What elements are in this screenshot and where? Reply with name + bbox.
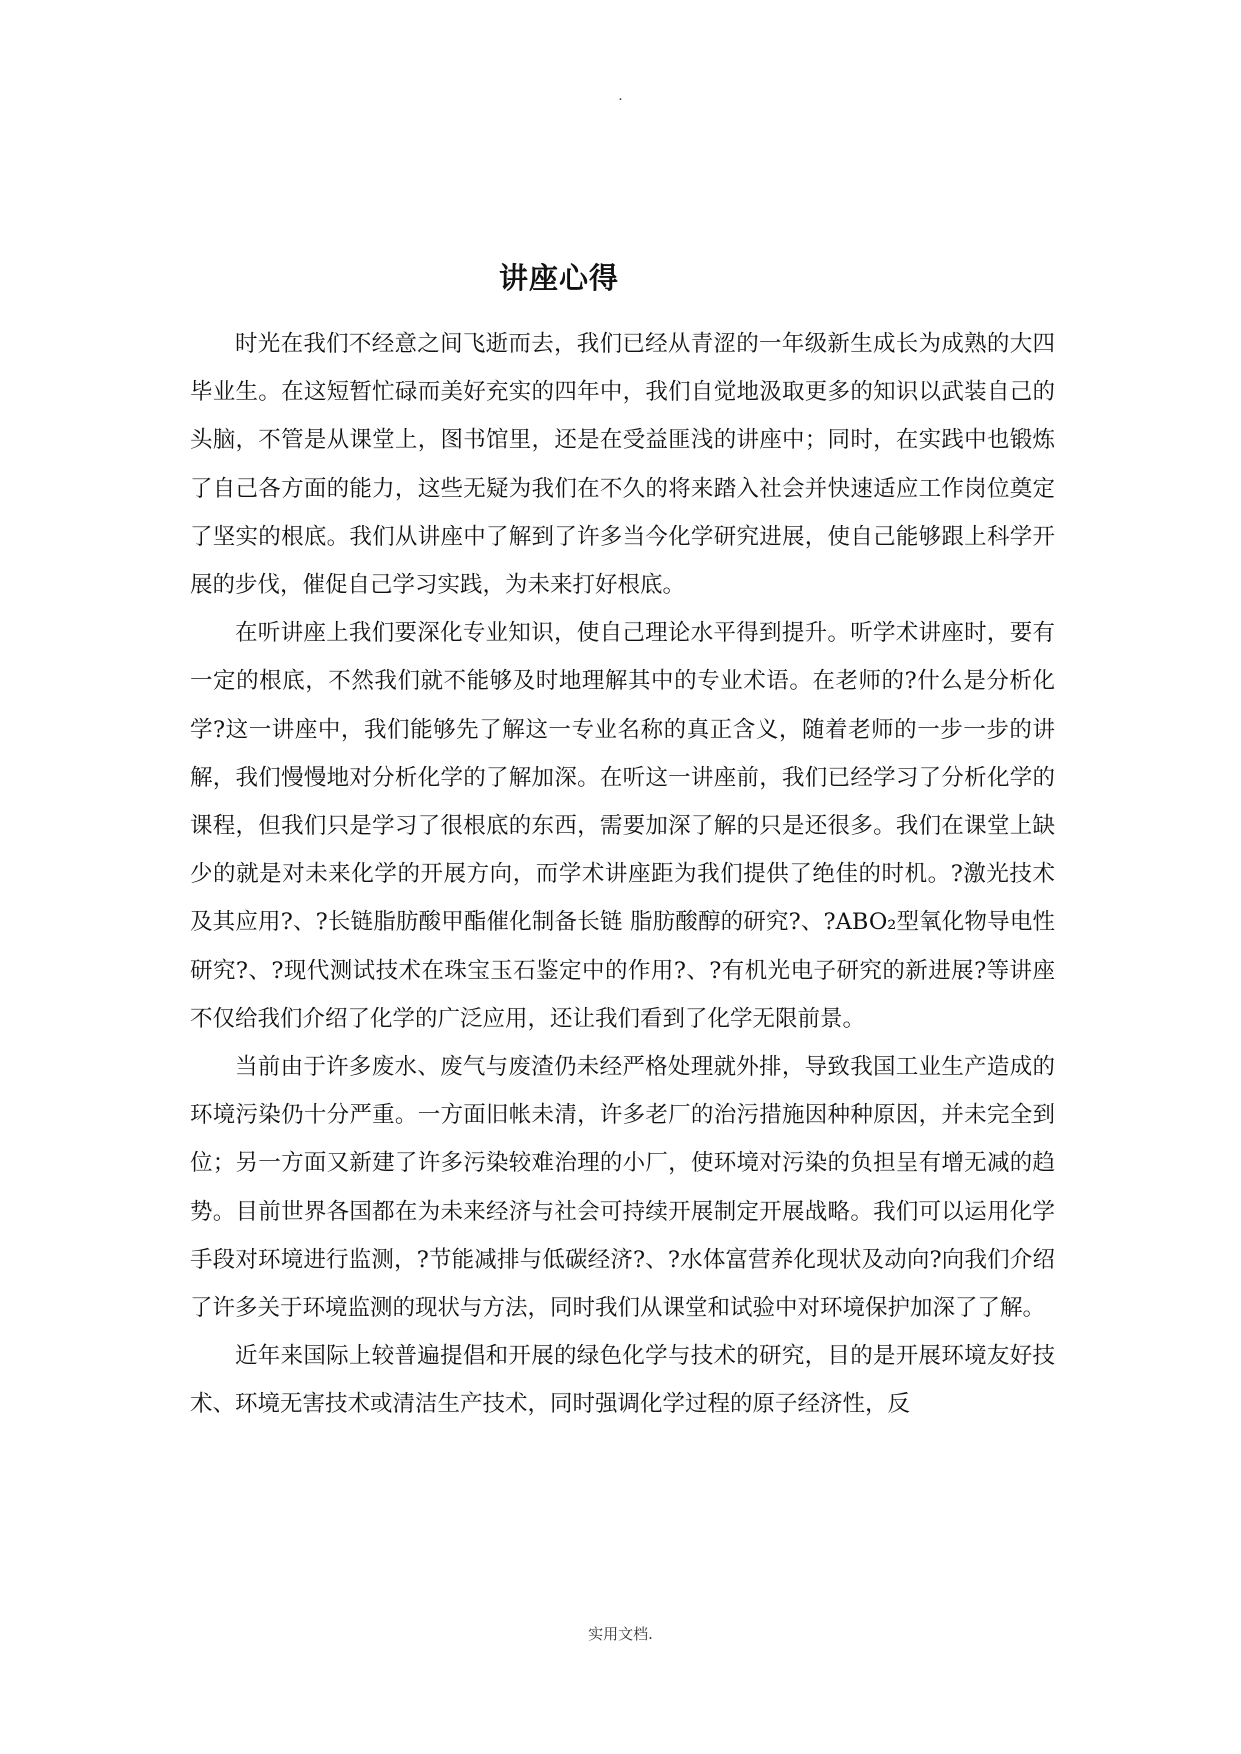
header-mark: . (618, 88, 623, 104)
paragraph-3: 当前由于许多废水、废气与废渣仍未经严格处理就外排，导致我国工业生产造成的环境污染仍十分严重。一方面旧帐未清，许多老厂的治污措施因种种原因，并未完全到位；另一方面又新建了许多污染较难治理的小厂，使环境对污染的负担呈有增无减的趋势。目前世界各国都在为未来经济与社会可持续开展制定开展战略。我们可以运用化学手段对环境进行监测，?节能减排与低碳经济?、?水体富营养化现状及动向?向我们介绍了许多关于环境监测的现状与方法，同时我们从课堂和试验中对环境保护加深了了解。 (190, 1054, 1055, 1322)
paragraph-1: 时光在我们不经意之间飞逝而去，我们已经从青涩的一年级新生成长为成熟的大四毕业生。在这短暂忙碌而美好充实的四年中，我们自觉地汲取更多的知识以武装自己的头脑，不管是从课堂上，图书馆里，还是在受益匪浅的讲座中；同时，在实践中也锻炼了自己各方面的能力，这些无疑为我们在不久的将来踏入社会并快速适应工作岗位奠定了坚实的根底。我们从讲座中了解到了许多当今化学研究进展，使自己能够跟上科学开展的步伐，催促自己学习实践，为未来打好根底。 (190, 331, 1055, 599)
document-body (190, 320, 1055, 1429)
paragraph-2: 在听讲座上我们要深化专业知识，使自己理论水平得到提升。听学术讲座时，要有一定的根底，不然我们就不能够及时地理解其中的专业术语。在老师的?什么是分析化学?这一讲座中，我们能够先了解这一专业名称的真正含义，随着老师的一步一步的讲解，我们慢慢地对分析化学的了解加深。在听这一讲座前，我们已经学习了分析化学的课程，但我们只是学习了很根底的东西，需要加深了解的只是还很多。我们在课堂上缺少的就是对未来化学的开展方向，而学术讲座距为我们提供了绝佳的时机。?激光技术及其应用?、?长链脂肪酸甲酯催化制备长链 脂肪酸醇的研究?、?ABO₂型氧化物导电性研究?、?现代测试技术在珠宝玉石鉴定中的作用?、?有机光电子研究的新进展?等讲座不仅给我们介绍了化学的广泛应用，还让我们看到了化学无限前景。 (190, 620, 1055, 1032)
page-footer: 实用文档. (588, 1625, 653, 1643)
document-title: 讲座心得 (498, 261, 619, 295)
paragraph-4: 近年来国际上较普遍提倡和开展的绿色化学与技术的研究，目的是开展环境友好技术、环境无害技术或清洁生产技术，同时强调化学过程的原子经济性，反 (190, 1343, 1055, 1418)
